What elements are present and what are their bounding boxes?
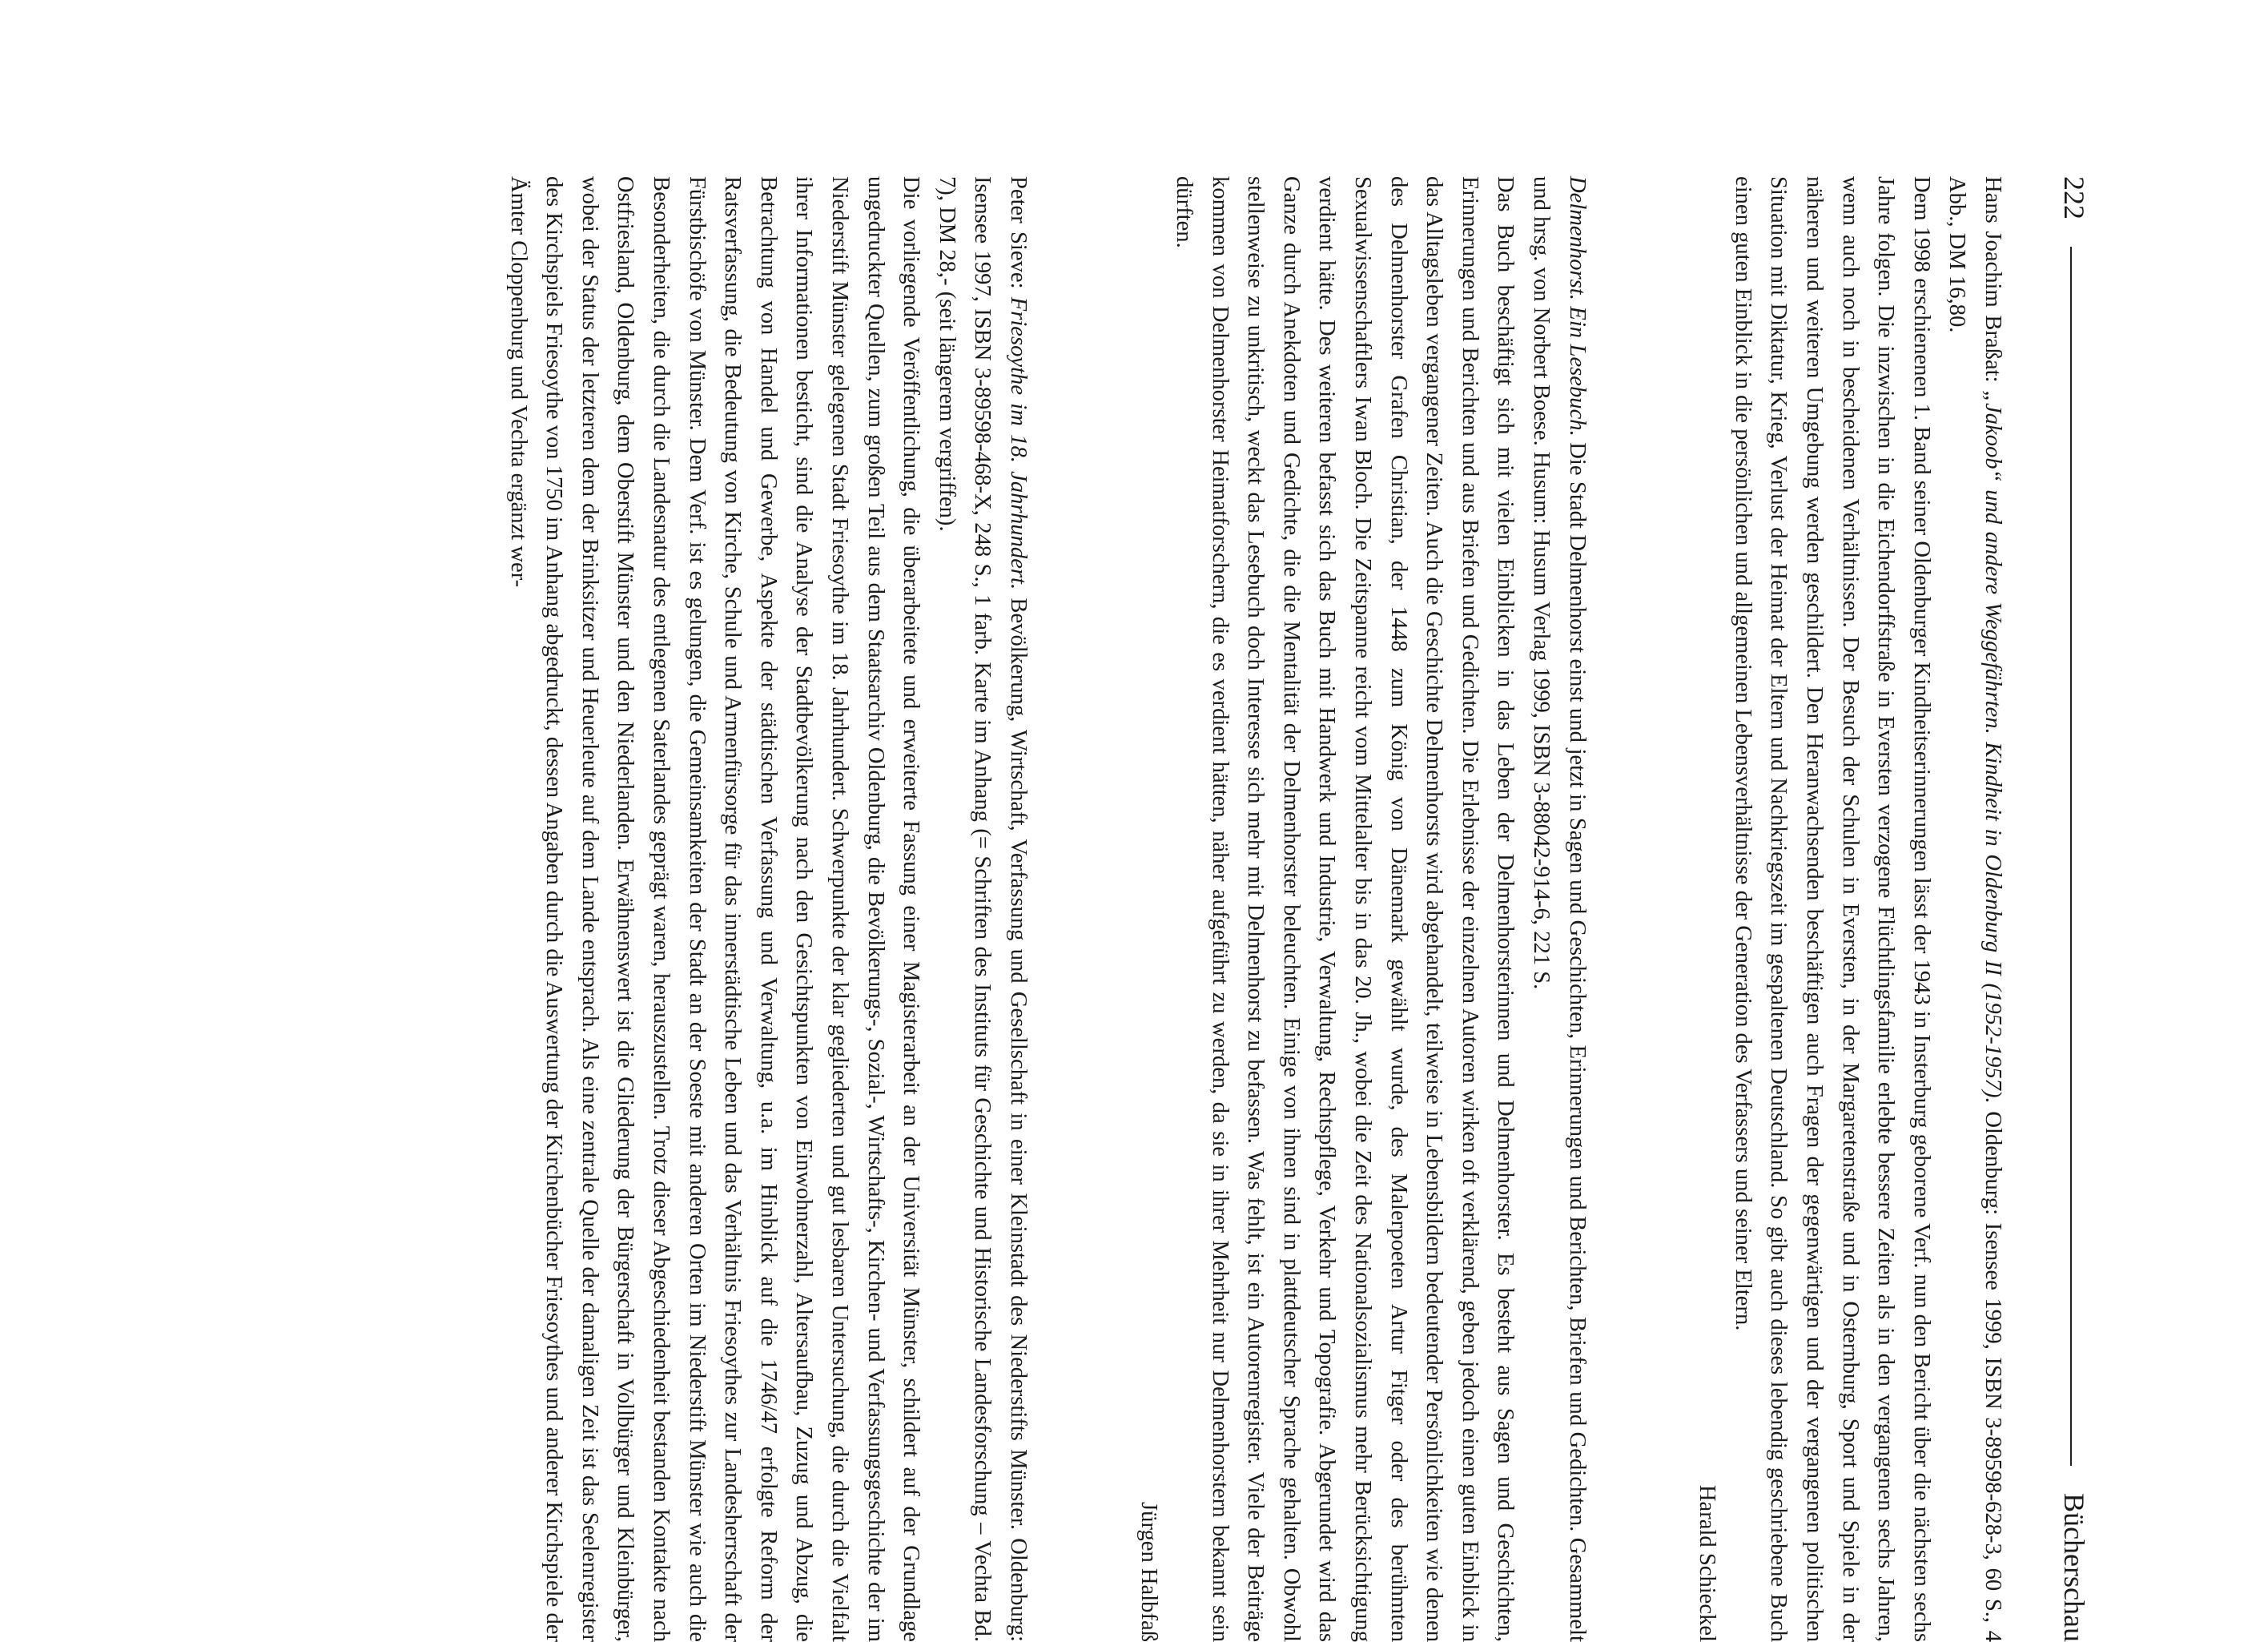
page-number: 222 [2058,176,2090,219]
running-header [2050,176,2098,1642]
book-imprint: Bevölkerung, Wirtschaft, Verfassung und Gesellschaft in einer Kleinstadt des Niederstifts Münster. Oldenburg: Isensee 1997, ISBN 3-89598-468-X, 248 S., 1 farb. Karte im Anhang (= Schriften des Instituts für Geschichte und Historische Landesforschung – Vechta Bd. 7), DM 28,- (seit längerem vergriffen). [934,176,1031,1642]
reviewer-signature: Harald Schieckel [1695,1484,1720,1642]
review-citation [1522,176,1594,1642]
book-subtitle: Die Stadt Delmenhorst einst und jetzt in Sagen und Geschichten, Erinnerungen und Berichten, Briefen und Gedichten. Gesammelt und hrsg. von Norbert [1529,176,1590,1642]
author-first-name: Hans Joachim [1980,176,2005,308]
book-imprint: . Husum: Husum Verlag 1999, ISBN 3-88042-914-6, 221 S. [1529,440,1554,990]
review-text: Das Buch beschäftigt sich mit vielen Einblicken in das Leben der Delmenhorsterinnen und Delmenhorster. Es besteht aus Sagen und Geschichten, Erinnerungen und Berichten und aus Briefen und Gedichten. Die Erlebnisse der einzelnen Autoren wirken oft verklärend, geben jedoch einen guten Einblick in das Alltagsleben vergangener Zeiten. Auch die Geschichte Delmenhorsts wird abgehandelt, teilweise in Lebensbildern bedeutender Persönlichkeiten wie denen des Delmenhorster Grafen Christian, der 1448 zum König von Dänemark gewählt wurde, des Malerpoeten Artur Fitger oder des berühmten Sexualwissenschaftlers Iwan Bloch. Die Zeitspanne reicht vom Mittelalter bis in das 20. Jh., wobei die Zeit des Nationalsozialismus mehr Berücksichtigung verdient hätte. Des weiteren befasst sich das Buch mit Handwerk und Industrie, Verwaltung, Rechtspflege, Verkehr und Topografie. Abgerundet wird das Ganze durch Anekdoten und Gedichte, die die Mentalität der Delmenhorster beleuchten. Einige von ihnen sind in plattdeutscher Sprache gehalten. Obwohl stellenweise zu unkritisch, weckt das Lesebuch doch Interesse sich mehr mit Delmenhorst zu befassen. Was fehlt, ist ein Autorenregister. Viele der Beiträge kommen von Delmenhorster Heimatforschern, die es verdient hätten, näher aufgeführt zu werden, da sie in ihrer Mehrheit nur Delmenhorstern bekannt sein dürften. [1172,176,1518,1642]
review-column [500,176,2010,1642]
book-imprint: Oldenburg: Isensee 1999, ISBN 3-89598-628-3, 60 S., 4 Abb., DM 16,80. [1944,176,2005,1642]
review-text: Dem 1998 erschienenen 1. Band seiner Oldenburger Kindheitserinnerungen lässt der 1943 in Insterburg geborene Verf. nun den Bericht über die nächsten sechs Jahre folgen. Die inzwischen in die Eichendorffstraße in Eversten verzogene Flüchtlingsfamilie erlebte bessere Zeiten als in den vergangenen sechs Jahren, wenn auch noch in bescheidenen Verhältnissen. Der Besuch der Schulen in Eversten, in der Margaretenstraße und in Osternburg, Sport und Spiele in der näheren und weiteren Umgebung werden geschildert. Den Heranwachsenden beschäftigen auch Fragen der gegenwärtigen und der vergangenen politischen Situation mit Diktatur, Krieg, Verlust der Heimat der Eltern und Nachkriegszeit im gespaltenen Deutschland. So gibt auch dieses lebendig geschriebene Buch einen guten Einblick in die persönlichen und allgemeinen Lebensverhältnisse der Generation des Verfassers und seiner Eltern. [1730,176,1934,1642]
book-title: „Jakoob“ und andere Weggefährten. Kindheit in Oldenburg II (1952-1957). [1980,390,2005,1104]
author-last-name: Braßat [1980,315,2005,376]
book-title: Delmenhorst. Ein Lesebuch. [1564,176,1590,437]
review-text: Die vorliegende Veröffentlichung, die überarbeitete und erweiterte Fassung einer Magisterarbeit an der Universität Münster, schildert auf der Grundlage ungedruckter Quellen, zum großen Teil aus dem Staatsarchiv Oldenburg, die Bevölkerungs-, Sozial-, Wirtschafts-, Kirchen- und Verfassungsgeschichte der im Niederstift Münster gelegenen Stadt Friesoythe im 18. Jahrhundert. Schwerpunkte der klar gegliederten und gut lesbaren Untersuchung, die durch die Vielfalt ihrer Informationen besticht, sind die Analyse der Stadtbevölkerung nach den Gesichtspunkten von Einwohnerzahl, Altersaufbau, Zuzug und Abzug, die Betrachtung von Handel und Gewerbe, Aspekte der städtischen Verfassung und Verwaltung, u.a. im Hinblick auf die 1746/47 erfolgte Reform der Ratsverfassung, die Bedeutung von Kirche, Schule und Armenfürsorge für das innerstädtische Leben und das Verhältnis Friesoythes zur Landesherrschaft der Fürstbischöfe von Münster. Dem Verf. ist es gelungen, die Gemeinsamkeiten der Stadt an der Soeste mit anderen Orten im Niederstift Münster wie auch die Besonderheiten, die durch die Landesnatur des entlegenen Saterlandes geprägt waren, herauszustellen. Trotz dieser Abgeschiedenheit bestanden Kontakte nach Ostfriesland, Oldenburg, dem Oberstift Münster und den Niederlanden. Erwähnenswert ist die Gliederung der Bürgerschaft in Vollbürger und Kleinbürger, wobei der Status der letzteren dem der Brinksitzer und Heuerleute auf dem Lande entsprach. Als eine zentrale Quelle der damaligen Zeit ist das Seelenregister des Kirchspiels Friesoythe von 1750 im Anhang abgedruckt, dessen Angaben durch die Auswertung der Kirchenbücher Friesoythes und anderer Kirchspiele der Ämter Cloppenburg und Vechta ergänzt wer- [505,176,924,1642]
header-rule [2070,247,2072,1466]
review-citation: Peter Sieve: Friesoythe im 18. Jahrhundert. Bevölkerung, Wirtschaft, Verfassung und Gesellschaft in einer Kleinstadt des Niederstifts Münster. Oldenburg: Isensee 1997, ISBN 3-89598-468-X, 248 S., 1 farb. Karte im Anhang (= Schriften des Instituts für Geschichte und Historische Landesforschung – Vechta Bd. 7), DM 28,- (seit längerem vergriffen). [934,176,1031,1642]
book-page [0,176,2098,1642]
section-title: Bücherschau [2058,1493,2090,1642]
editor-name: Boese [1529,384,1554,441]
author-last-name: Sieve [1005,231,1031,283]
review-citation: Hans Joachim Braßat: „Jakoob“ und andere Weggefährten. Kindheit in Oldenburg II (1952-1957). Oldenburg: Isensee 1999, ISBN 3-89598-628-3, 60 S., 4 Abb., DM 16,80. [1944,176,2005,1642]
author-first-name: Peter [1005,176,1031,223]
review-separator [1035,176,1130,1642]
review-sieve [500,176,1035,1642]
review-separator [1594,176,1689,1642]
book-title: Friesoythe im 18. Jahrhundert. [1005,296,1031,590]
review-brassat [1689,176,2010,1642]
reviewer-signature: Jürgen Halbfaß [1136,1502,1161,1642]
review-delmenhorst [1130,176,1594,1642]
